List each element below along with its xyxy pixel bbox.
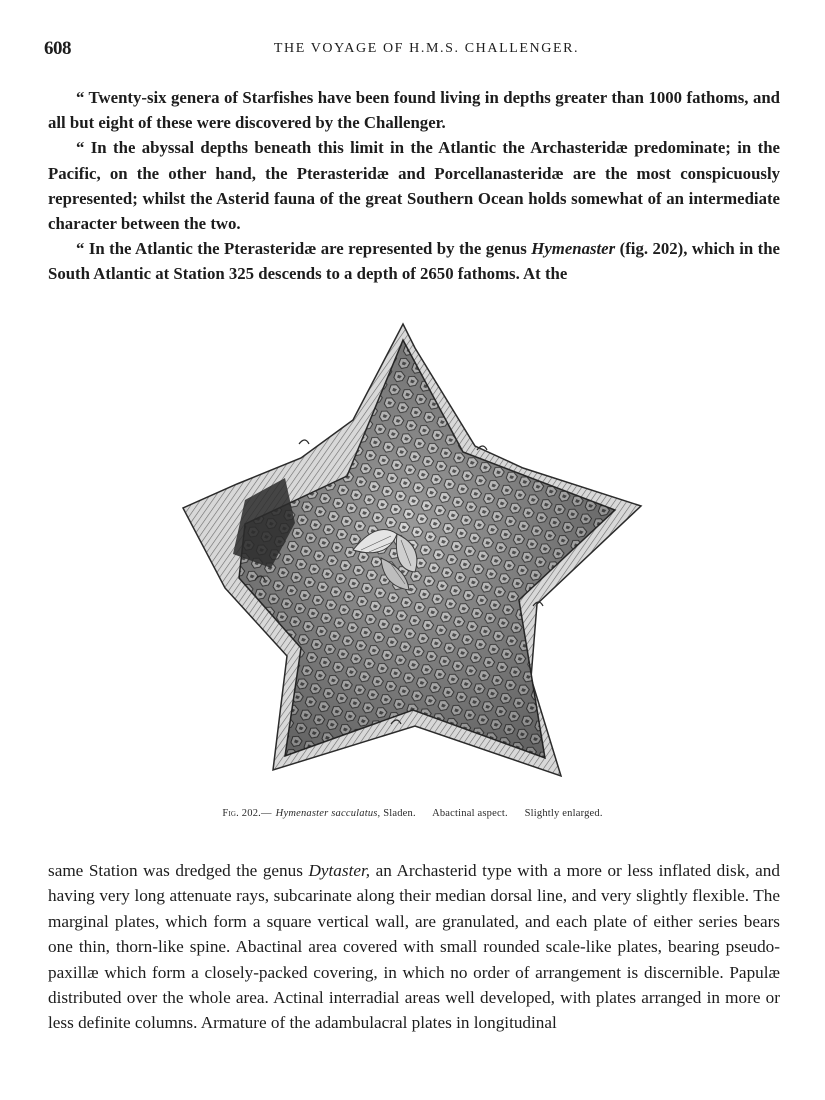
figure-caption xyxy=(0,808,825,819)
genus-dytaster: Dytaster, xyxy=(308,861,371,880)
paragraph-atlantic-pterasteridae xyxy=(48,236,780,286)
running-title: THE VOYAGE OF H.M.S. CHALLENGER. xyxy=(273,41,580,56)
caption-species: Hymenaster sacculatus, xyxy=(275,808,381,819)
caption-scale: Slightly enlarged. xyxy=(524,808,603,819)
caption-aspect: Abactinal aspect. xyxy=(432,808,508,819)
caption-figure-label: Fig. 202.— xyxy=(222,808,272,819)
paragraph-abyssal-depths: “ In the abyssal depths beneath this limit in the Atlantic the Archasteridæ predominate; in the Pacific, on the other hand, the Pterasteridæ and Porcellanasteridæ are the most conspicuously represented; whilst the Asterid fauna of the great Southern Ocean holds somewhat of an intermediate character between the two. xyxy=(48,138,780,234)
paragraph-3-start: “ In the Atlantic the Pterasteridæ are represented by the genus xyxy=(76,239,532,259)
starfish-illustration xyxy=(175,318,645,786)
page-number: 608 xyxy=(44,38,71,59)
dytaster-start: same Station was dredged the genus xyxy=(48,861,309,880)
page-header xyxy=(44,38,779,62)
figure-starfish-engraving xyxy=(175,318,645,786)
bottom-text-block xyxy=(48,858,780,1036)
genus-hymenaster: Hymenaster xyxy=(531,239,616,259)
dytaster-description: an Archasterid type with a more or less inflated disk, and having very long attenuate rays, subcarinate along their median dorsal line, and very slightly flexible. The marginal plates, which form a square vertical wall, are granulated, and each plate of either series bears one thin, thorn-like spine. Abactinal area covered with small rounded scale-like plates, bearing pseudo-paxillæ which form a closely-packed covering, in which no order of arrangement is discernible. Papulæ distributed over the whole area. Actinal interradial areas well developed, with plates arranged in more or less definite columns. Armature of the adambulacral plates in longitudinal xyxy=(48,861,780,1033)
top-text-block xyxy=(48,85,780,287)
paragraph-genera-count: “ Twenty-six genera of Starfishes have been found living in depths greater than 1000 fathoms, and all but eight of these were discovered by the Challenger. xyxy=(48,88,780,133)
paragraph-3-end: (fig. 202), which in the South Atlantic at Station 325 descends to a depth of 2650 fathoms. At the xyxy=(48,239,781,284)
paragraph-dytaster xyxy=(48,858,780,1036)
caption-author: Sladen. xyxy=(383,808,416,819)
